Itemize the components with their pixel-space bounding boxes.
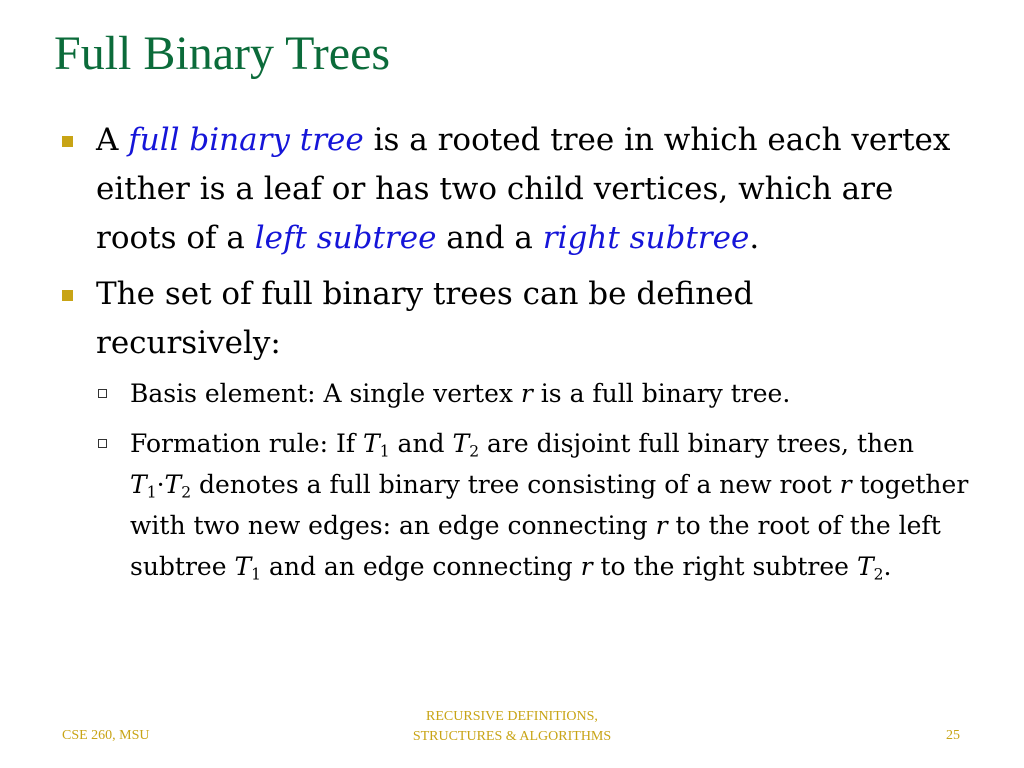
- bullet-text: is a rooted tree in which each vertex either is a leaf or has two child vertices, which are roots of a: [96, 122, 951, 256]
- subbullet-text: to the root of the left subtree: [130, 511, 941, 581]
- var-T: T: [452, 429, 470, 458]
- square-bullet-icon: [62, 290, 73, 301]
- subbullet-text: Formation rule: If: [130, 429, 364, 458]
- subscript: 2: [873, 565, 884, 584]
- subbullet-text: and: [389, 429, 453, 458]
- var-r: r: [520, 379, 533, 408]
- var-T: T: [234, 552, 252, 581]
- subbullet-text: is a full binary tree.: [532, 379, 791, 408]
- subbullet-text: Basis element: A single vertex: [130, 379, 521, 408]
- term-left-subtree: left subtree: [254, 220, 437, 256]
- var-T: T: [856, 552, 874, 581]
- var-r: r: [655, 511, 668, 540]
- bullet-recursive-definition: [96, 270, 856, 368]
- square-bullet-icon: [62, 136, 73, 147]
- subscript: 1: [251, 565, 262, 584]
- slide-title: Full Binary Trees: [54, 27, 391, 80]
- bullet-full-binary-tree-definition: [96, 116, 976, 263]
- var-T: T: [130, 470, 147, 499]
- var-T: T: [363, 429, 380, 458]
- subscript: 1: [379, 442, 390, 461]
- footer-left: CSE 260, MSU: [62, 728, 150, 743]
- page-number: 25: [946, 728, 960, 743]
- subscript: 2: [181, 483, 192, 502]
- term-full-binary-tree: full binary tree: [128, 122, 364, 158]
- footer-center: [360, 707, 664, 747]
- term-right-subtree: right subtree: [542, 220, 750, 256]
- subbullet-text: and an edge connecting: [261, 552, 581, 581]
- bullet-text: .: [749, 220, 760, 256]
- footer-center-line: STRUCTURES & ALGORITHMS: [412, 729, 612, 744]
- subscript: 2: [469, 442, 480, 461]
- var-r: r: [580, 552, 593, 581]
- var-r: r: [839, 470, 852, 499]
- subbullet-text: .: [883, 552, 892, 581]
- bullet-text: and a: [436, 220, 543, 256]
- footer-center-line: RECURSIVE DEFINITIONS,: [426, 709, 598, 724]
- subbullet-text: to the right subtree: [592, 552, 857, 581]
- subbullet-text: denotes a full binary tree consisting of a new root: [191, 470, 840, 499]
- hollow-square-bullet-icon: [98, 389, 107, 398]
- subbullet-text: together with two new edges: an edge connecting: [130, 470, 969, 540]
- subbullet-basis-element: [130, 373, 970, 414]
- dot-operator: ·: [156, 470, 165, 499]
- hollow-square-bullet-icon: [98, 439, 107, 448]
- bullet-text: The set of full binary trees can be defined recursively:: [96, 276, 754, 361]
- bullet-text: A: [96, 122, 129, 158]
- subscript: 1: [146, 483, 157, 502]
- subbullet-formation-rule: [130, 423, 970, 587]
- var-T: T: [164, 470, 182, 499]
- subbullet-text: are disjoint full binary trees, then: [479, 429, 914, 458]
